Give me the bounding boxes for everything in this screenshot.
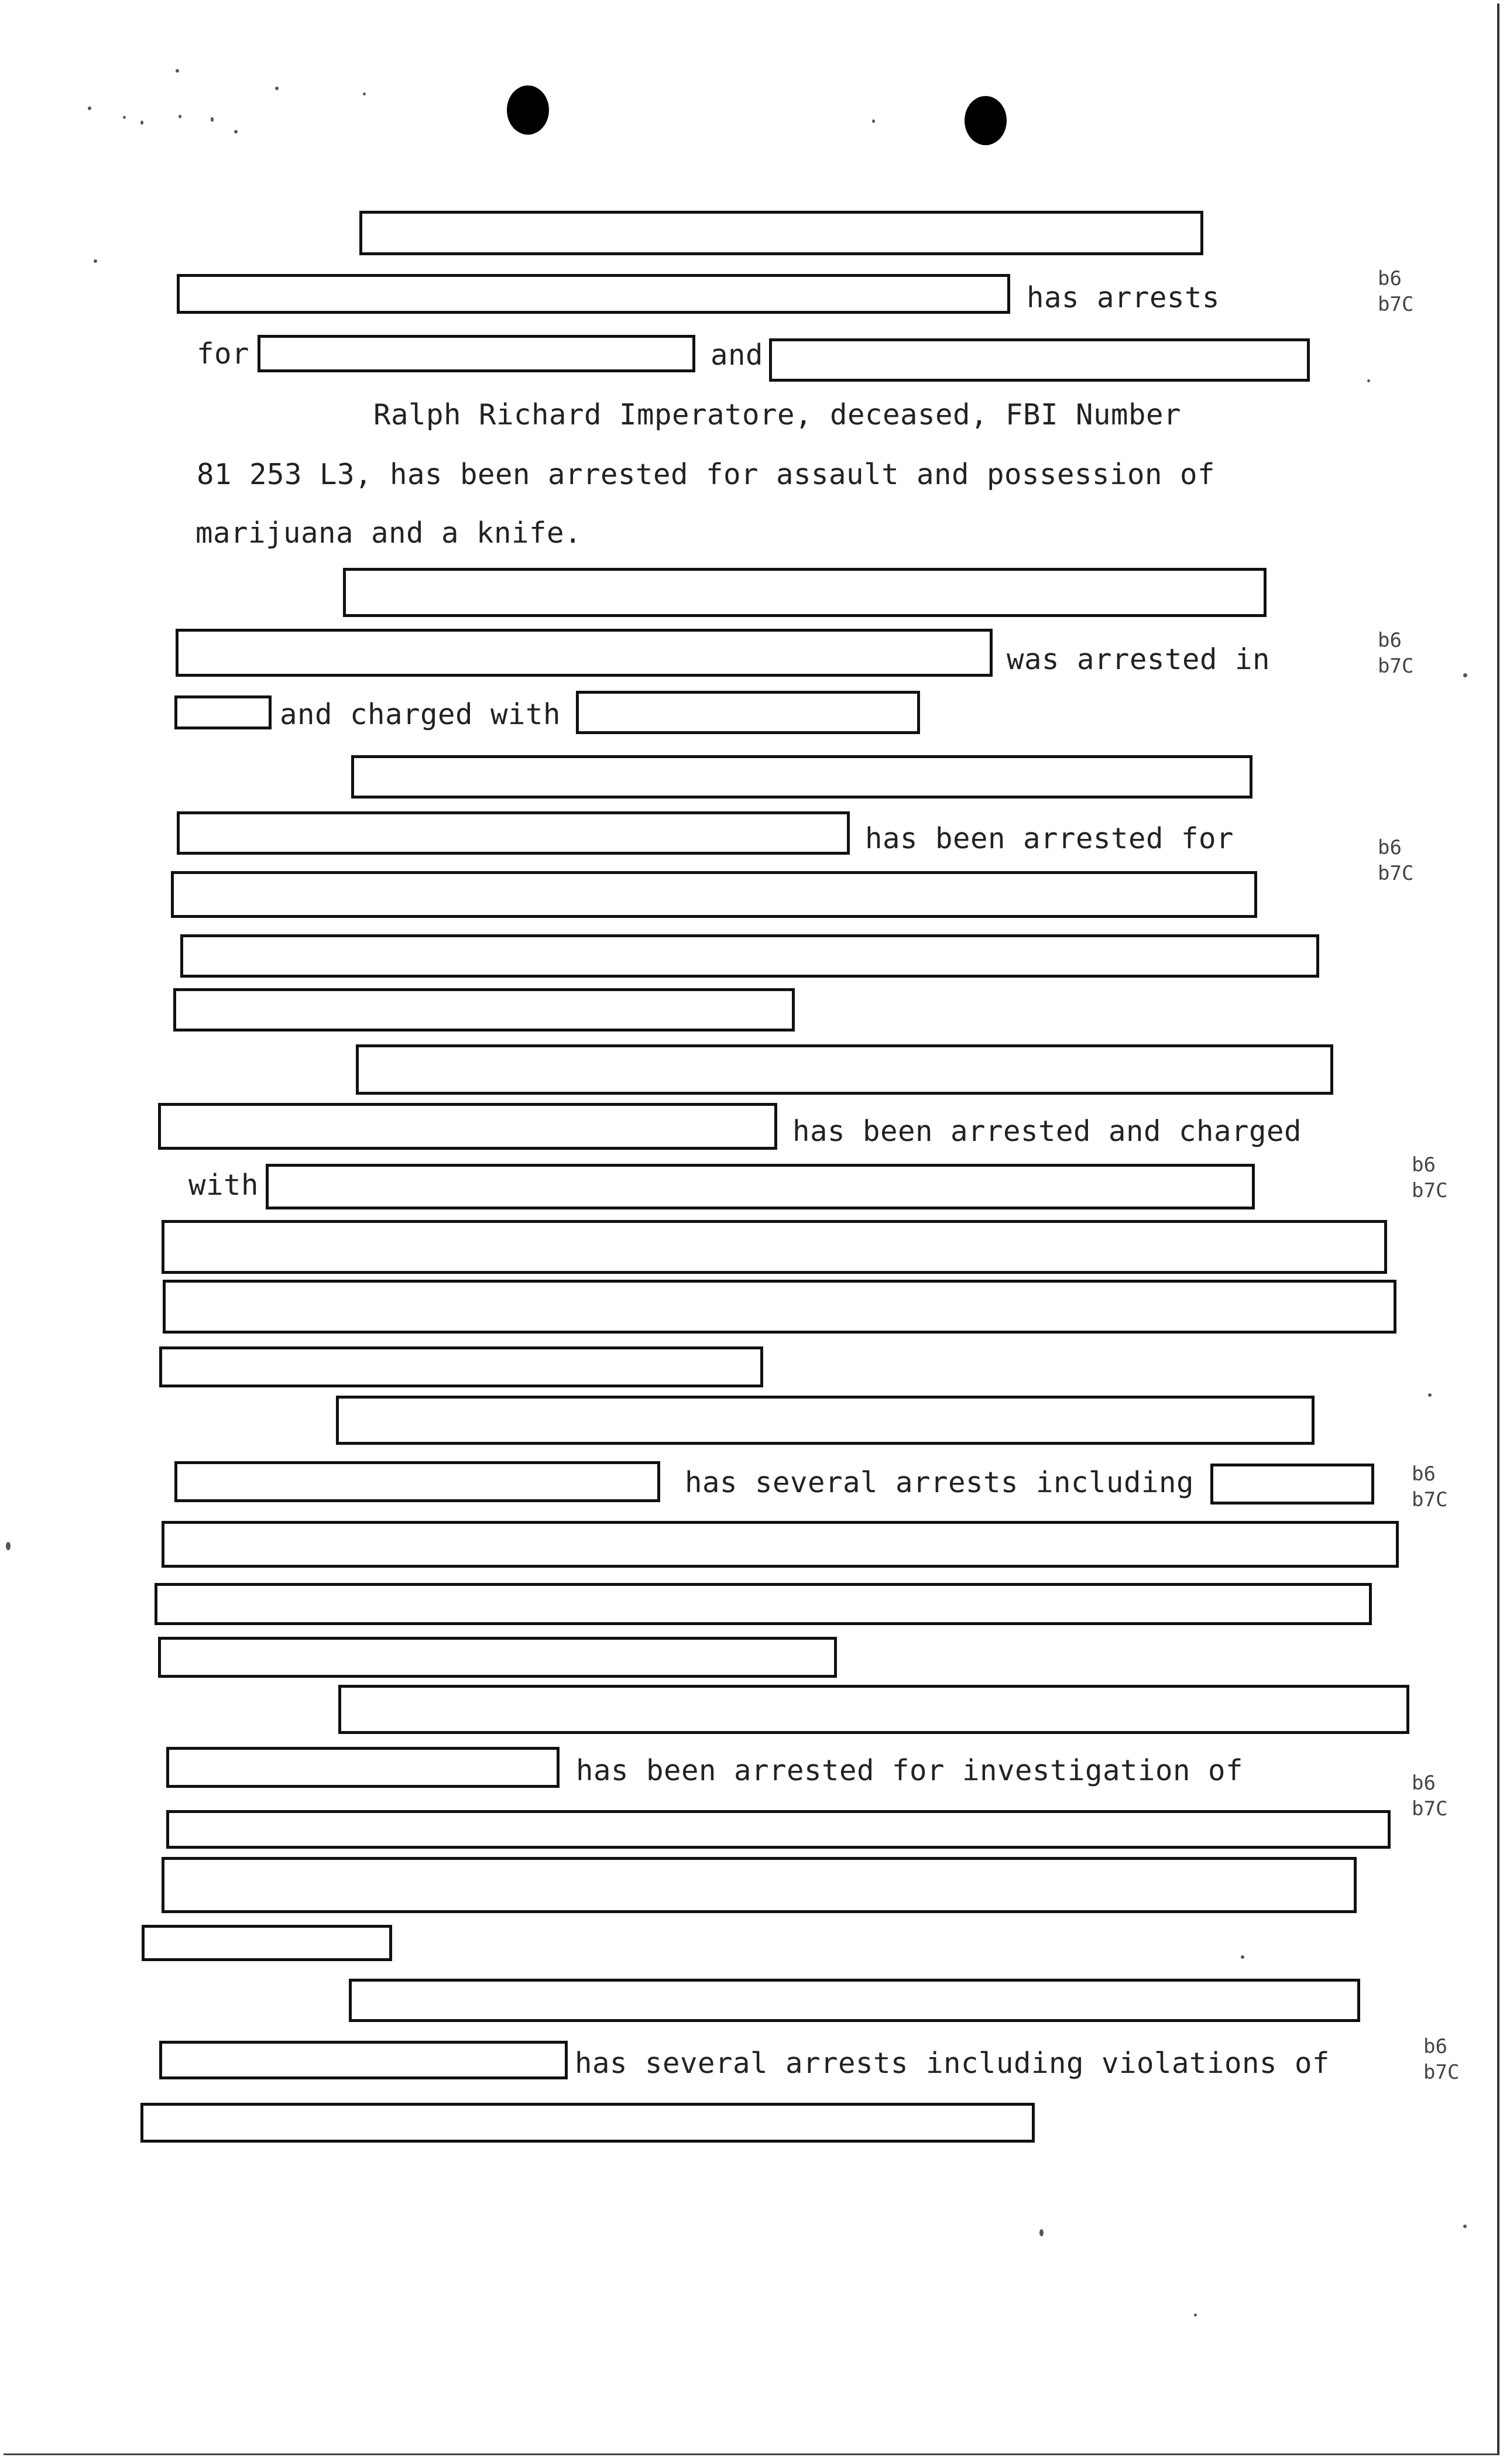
exemption-code: b7C — [1412, 1488, 1448, 1512]
speck — [88, 107, 91, 110]
redaction-box — [142, 1925, 392, 1961]
redaction-box — [162, 1521, 1399, 1568]
exemption-code: b7C — [1378, 293, 1414, 316]
redaction-box — [258, 335, 695, 372]
text-line: has several arrests including violations of — [575, 2047, 1330, 2080]
text-line: has several arrests including — [685, 1466, 1195, 1499]
exemption-code: b7C — [1378, 654, 1414, 678]
speck — [140, 121, 143, 125]
redaction-box — [140, 2103, 1035, 2143]
speck — [6, 1542, 11, 1550]
redaction-box — [769, 338, 1310, 382]
exemption-code: b7C — [1378, 862, 1414, 885]
text-line: has arrests — [1027, 281, 1220, 314]
punch-hole-left — [507, 85, 549, 135]
text-line: has been arrested for — [865, 822, 1234, 855]
redaction-box — [177, 274, 1010, 314]
speck — [123, 116, 126, 119]
exemption-code: b6 — [1378, 836, 1402, 859]
speck — [1463, 2225, 1467, 2228]
text-line: with — [188, 1168, 259, 1202]
punch-hole-right — [965, 96, 1007, 145]
redaction-box — [177, 811, 850, 855]
redaction-box — [576, 691, 920, 734]
exemption-code: b6 — [1412, 1462, 1436, 1486]
redaction-box — [266, 1164, 1255, 1209]
text-line: has been arrested for investigation of — [576, 1754, 1244, 1787]
redaction-box — [158, 1637, 837, 1678]
speck — [211, 117, 214, 122]
redaction-box — [162, 1857, 1357, 1913]
text-line: marijuana and a knife. — [195, 516, 582, 550]
redaction-box — [1210, 1464, 1374, 1505]
redaction-box — [166, 1747, 560, 1788]
redaction-box — [176, 629, 993, 677]
text-line: has been arrested and charged — [792, 1115, 1302, 1148]
exemption-code: b7C — [1412, 1797, 1448, 1821]
redaction-box — [174, 1461, 660, 1502]
exemption-code: b7C — [1412, 1179, 1448, 1202]
speck — [872, 119, 875, 123]
text-line: was arrested in — [1007, 643, 1271, 676]
speck — [1039, 2229, 1044, 2236]
speck — [1194, 2314, 1197, 2316]
exemption-code: b6 — [1412, 1153, 1436, 1177]
redaction-box — [171, 871, 1257, 918]
redaction-box — [180, 934, 1319, 978]
speck — [94, 259, 97, 263]
speck — [1367, 379, 1370, 382]
redaction-box — [158, 1103, 777, 1150]
speck — [363, 92, 366, 95]
speck — [234, 130, 238, 133]
redaction-box — [166, 1810, 1391, 1849]
redaction-box — [159, 1346, 763, 1387]
text-line: and charged with — [280, 698, 561, 731]
exemption-code: b6 — [1378, 267, 1402, 290]
redaction-box — [356, 1044, 1333, 1095]
exemption-code: b6 — [1423, 2035, 1447, 2058]
speck — [1463, 673, 1467, 677]
speck — [179, 115, 181, 118]
redaction-box — [338, 1685, 1409, 1734]
speck — [1241, 1955, 1244, 1959]
redaction-box — [155, 1583, 1372, 1625]
speck — [1428, 1393, 1432, 1397]
redaction-box — [349, 1979, 1360, 2022]
exemption-code: b6 — [1378, 629, 1402, 652]
redaction-box — [159, 2041, 568, 2079]
exemption-code: b7C — [1423, 2061, 1460, 2084]
text-line: and — [711, 338, 764, 372]
redaction-box — [163, 1280, 1396, 1334]
text-line: Ralph Richard Imperatore, deceased, FBI Number — [373, 398, 1182, 431]
redaction-box — [351, 755, 1252, 799]
text-line: for — [197, 337, 250, 371]
redaction-box — [173, 988, 795, 1031]
speck — [176, 69, 179, 73]
redaction-box — [343, 568, 1267, 617]
speck — [275, 87, 279, 90]
text-line: 81 253 L3, has been arrested for assault and possession of — [197, 458, 1216, 491]
redaction-box — [359, 211, 1203, 255]
redaction-box — [162, 1220, 1387, 1274]
redaction-box — [336, 1396, 1315, 1445]
redaction-box — [174, 695, 272, 729]
exemption-code: b6 — [1412, 1771, 1436, 1795]
